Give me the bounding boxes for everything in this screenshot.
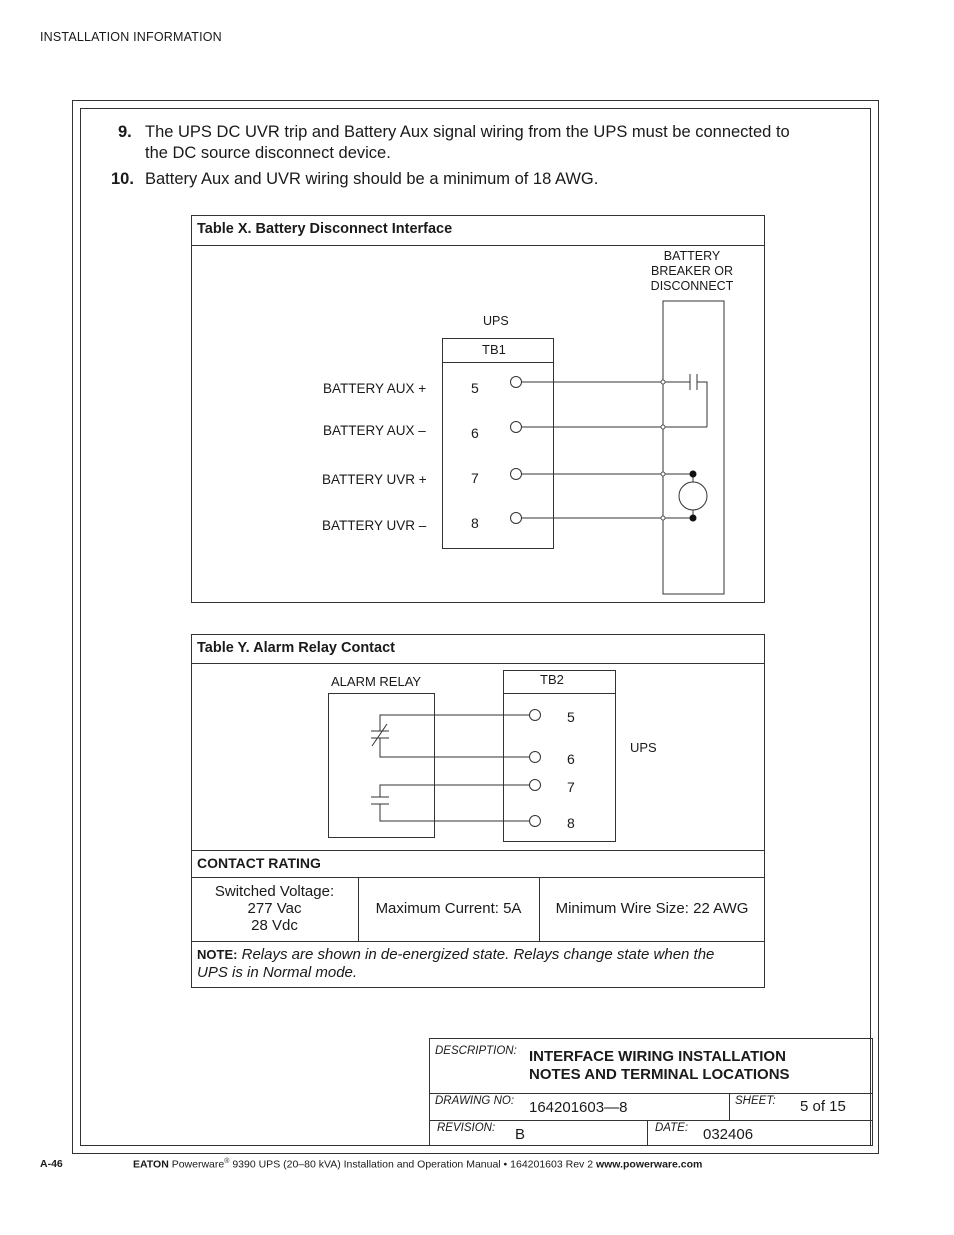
description-value: INTERFACE WIRING INSTALLATION NOTES AND TERMINAL LOCATIONS [529, 1048, 790, 1083]
terminal-screw [530, 816, 541, 827]
tb1-terminal-number: 5 [471, 380, 479, 396]
note-text: the DC source disconnect device. [145, 144, 391, 162]
section-header: INSTALLATION INFORMATION [40, 30, 222, 44]
title-block-divider [647, 1120, 648, 1146]
footer-website: www.powerware.com [595, 1158, 703, 1171]
title-block-divider [729, 1093, 730, 1120]
wire [380, 804, 529, 821]
note-label: NOTE: [197, 947, 238, 962]
table-divider [191, 850, 765, 851]
title-block-divider [429, 1093, 873, 1094]
page-number: A-46 [40, 1158, 63, 1170]
date-value: 032406 [703, 1126, 754, 1143]
breaker-label: BATTERY BREAKER OR DISCONNECT [650, 249, 734, 293]
signal-label: BATTERY AUX – [323, 423, 426, 438]
signal-label: BATTERY UVR – [322, 518, 427, 533]
drawing-no-value: 164201603—8 [529, 1099, 628, 1116]
tb2-terminal-number: 8 [567, 815, 575, 831]
drawing-no-label: DRAWING NO: [435, 1095, 515, 1107]
wire [380, 738, 529, 757]
tb1-terminal-number: 7 [471, 470, 479, 486]
table-divider [191, 941, 765, 942]
date-label: DATE: [655, 1122, 689, 1134]
table-x-title: Table X. Battery Disconnect Interface [197, 221, 453, 237]
signal-label: BATTERY UVR + [322, 472, 427, 487]
tb2-terminal-number: 6 [567, 751, 575, 767]
footer-text [133, 1158, 702, 1171]
note-number: 9. [118, 123, 132, 141]
tb1-terminal-number: 6 [471, 425, 479, 441]
footer-manual: 9390 UPS (20–80 kVA) Installation and Operation Manual • 164201603 Rev 2 [232, 1158, 594, 1171]
table-divider [191, 877, 765, 878]
description-label: DESCRIPTION: [435, 1045, 517, 1057]
ups-label: UPS [483, 314, 509, 328]
table-y-title: Table Y. Alarm Relay Contact [197, 640, 395, 656]
footer-brand: EATON [133, 1158, 169, 1171]
note-number: 10. [111, 170, 134, 188]
revision-label: REVISION: [437, 1122, 496, 1134]
footer-registered: ® [224, 1158, 230, 1165]
tb2-terminal-number: 5 [567, 709, 575, 725]
wire [380, 715, 529, 731]
title-block-divider [429, 1120, 873, 1121]
tb2-label: TB2 [540, 672, 564, 687]
max-current-cell: Maximum Current: 5A [375, 900, 522, 917]
alarm-relay-label: ALARM RELAY [331, 674, 422, 689]
footer-product: Powerware [171, 1158, 225, 1171]
terminal-screw [530, 752, 541, 763]
ups-label: UPS [630, 740, 657, 755]
contact-rating-title: CONTACT RATING [197, 855, 321, 871]
note-text: Battery Aux and UVR wiring should be a minimum of 18 AWG. [145, 170, 599, 188]
switched-voltage-cell: Switched Voltage: 277 Vac 28 Vdc [214, 883, 335, 934]
terminal-screw [530, 780, 541, 791]
relay-note: NOTE: Relays are shown in de-energized state. Relays change state when the UPS is in Normal mode. [197, 946, 715, 981]
tb2-terminal-number: 7 [567, 779, 575, 795]
note-text: The UPS DC UVR trip and Battery Aux signal wiring from the UPS must be connected to [145, 123, 790, 141]
signal-label: BATTERY AUX + [323, 381, 427, 396]
sheet-label: SHEET: [735, 1095, 776, 1107]
revision-value: B [515, 1126, 526, 1143]
terminal-screw [530, 710, 541, 721]
wire [380, 785, 529, 797]
tb1-terminal-number: 8 [471, 515, 479, 531]
sheet-value: 5 of 15 [800, 1098, 846, 1115]
min-wire-cell: Minimum Wire Size: 22 AWG [555, 900, 749, 917]
tb1-label: TB1 [482, 342, 506, 357]
